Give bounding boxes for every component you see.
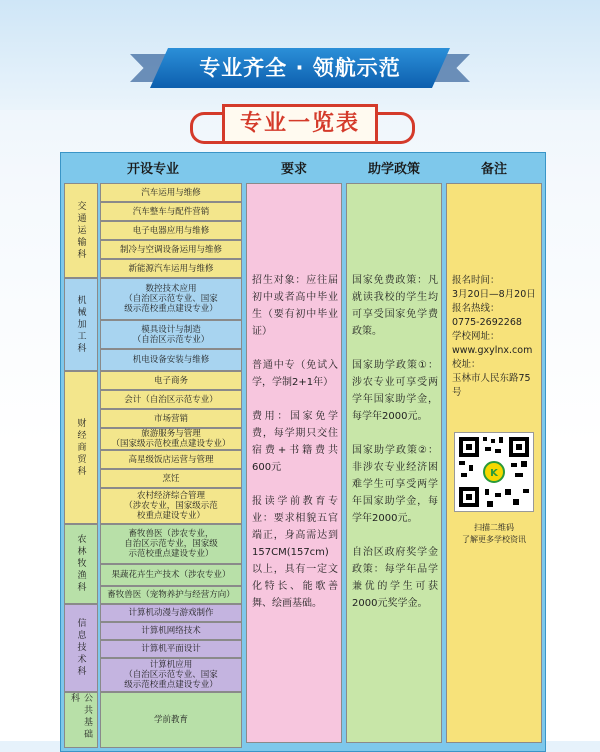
major-row: 烹饪 [100,469,242,488]
major-row: 机电设备安装与维修 [100,349,242,371]
major-row: 数控技术应用 （自治区示范专业、国家 级示范校重点建设专业） [100,278,242,320]
header-notes: 备注 [480,162,507,177]
major-row: 电子电器应用与维修 [100,221,242,240]
major-row: 市场营销 [100,409,242,428]
major-row: 计算机应用 （自治区示范专业、国家 级示范校重点建设专业） [100,658,242,692]
major-row: 计算机网络技术 [100,622,242,640]
major-row: 农村经济综合管理 （涉农专业，国家级示范 校重点建设专业） [100,488,242,524]
banner-slogan: 专业齐全 · 领航示范 [199,56,401,80]
page-title: 专业一览表 [222,104,378,144]
category-cell: 交通运输科 [64,183,98,278]
header-requirements: 要求 [280,162,307,177]
category-cell: 机械加工科 [64,278,98,371]
plaque-right-ornament [376,112,415,144]
category-cell: 信息技术科 [64,604,98,692]
major-row: 汽车整车与配件营销 [100,202,242,221]
major-row: 学前教育 [100,692,242,748]
major-row: 果蔬花卉生产技术（涉农专业） [100,564,242,586]
category-cell: 农林牧渔科 [64,524,98,604]
qr-caption: 扫描二维码 了解更多学校资讯 [462,523,526,544]
qr-code-icon [455,433,533,511]
major-row: 高星级饭店运营与管理 [100,450,242,469]
major-row: 模具设计与制造 （自治区示范专业） [100,320,242,349]
major-row: 旅游服务与管理 （国家级示范校重点建设专业） [100,428,242,450]
major-row: 计算机平面设计 [100,640,242,658]
major-row: 畜牧兽医（涉农专业， 自治区示范专业，国家级 示范校重点建设专业） [100,524,242,564]
major-row: 会计（自治区示范专业） [100,390,242,409]
policy-text: 国家免费政策：凡就读我校的学生均可享受国家免学费政策。 国家助学政策①：涉农专业可享受两学年国家助学金，每学年2000元。 国家助学政策②：非涉农专业经济困难学生可享受两学年国家助学金，每学年2000元。 自治区政府奖学金政策：每学年品学兼优的学生可获2000元奖学金。 [352,275,438,609]
header-policy: 助学政策 [367,162,420,177]
major-row: 畜牧兽医（宠物养护与经营方向） [100,586,242,604]
major-row: 计算机动漫与游戏制作 [100,604,242,622]
svg-text:K: K [490,468,498,479]
qr-code[interactable] [454,432,534,512]
major-row: 新能源汽车运用与维修 [100,259,242,278]
category-cell: 公共基础科 [64,692,98,748]
header-majors: 开设专业 [126,162,179,177]
major-row: 汽车运用与维修 [100,183,242,202]
requirements-text: 招生对象：应往届初中或者高中毕业生（要有初中毕业证） 普通中专（免试入学，学制2+1年） 费用：国家免学费，每学期只交住宿费+书籍费共600元 报读学前教育专业：要求相貌五官端正，身高需达到157CM(157cm)以上，具有一定文化特长、能歌善舞、绘画基础。 [252,275,338,609]
category-cell: 财经商贸科 [64,371,98,524]
major-row: 电子商务 [100,371,242,390]
notes-text: 报名时间： 3月20日—8月20日 报名热线： 0775-2692268 学校网址： www.gxylnx.com 校址： 玉林市人民东路75号 [452,275,536,398]
major-row: 制冷与空调设备运用与维修 [100,240,242,259]
